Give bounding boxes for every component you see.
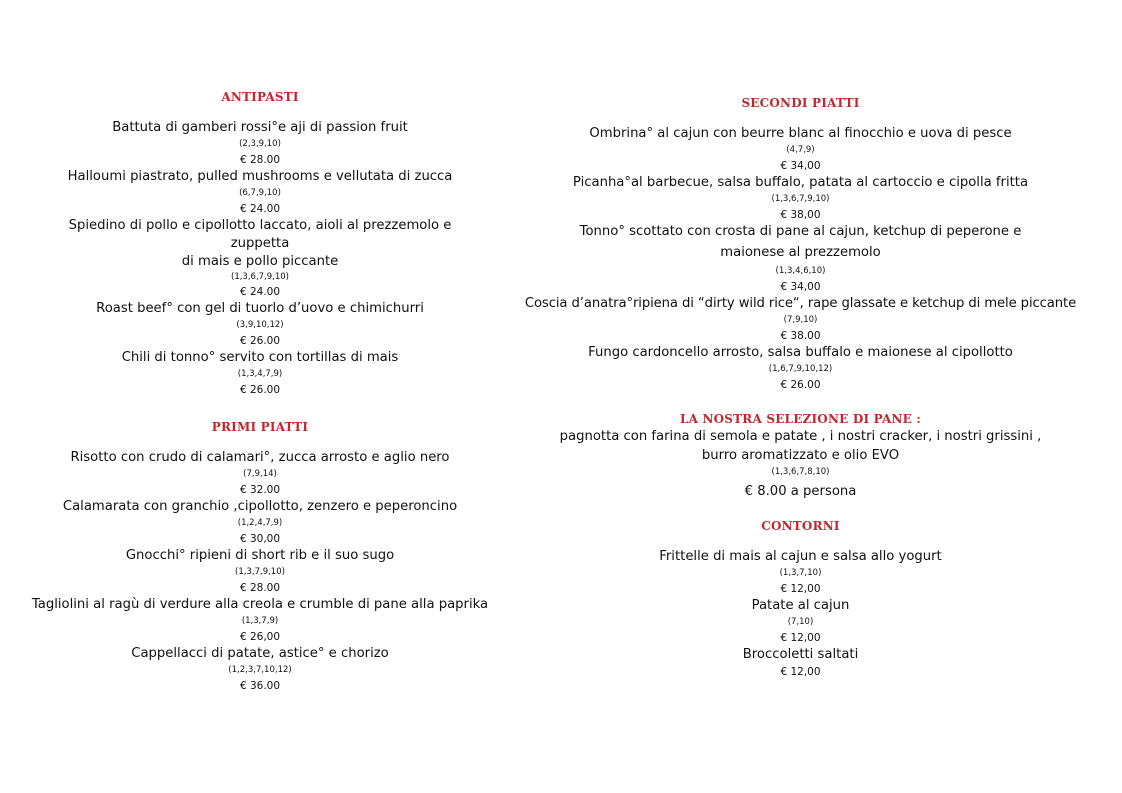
menu-item	[40, 300, 480, 349]
allergen-codes: (1,3,4,7,9)	[237, 369, 283, 379]
allergen-codes: (1,3,6,7,9,10)	[231, 272, 289, 282]
allergen-codes: (2,3,9,10)	[239, 139, 281, 149]
dish-name: Halloumi piastrato, pulled mushrooms e vellutata di zucca	[67, 169, 453, 184]
dish-name: Ombrina° al cajun con beurre blanc al finocchio e uova di pesce	[589, 126, 1012, 141]
dish-name: Chili di tonno° servito con tortillas di mais	[121, 350, 399, 365]
antipasti-list	[40, 119, 480, 398]
dish-name: Battuta di gamberi rossi°e aji di passion fruit	[112, 120, 408, 135]
dish-price: € 34,00	[780, 281, 821, 293]
menu-item	[578, 125, 1023, 174]
menu-item	[578, 344, 1023, 393]
menu-item	[40, 168, 480, 217]
menu-item	[40, 547, 480, 596]
contorni-list	[578, 548, 1023, 680]
dish-name: Patate al cajun	[751, 598, 850, 613]
dish-name: Tonno° scottato con crosta di pane al cajun, ketchup di peperone e	[579, 224, 1022, 239]
section-heading-contorni: CONTORNI	[761, 519, 840, 533]
dish-price: € 26.00	[239, 384, 281, 396]
menu-item	[524, 295, 1077, 344]
dish-name: Spiedino di pollo e cipollotto laccato, aioli al prezzemolo e zuppetta	[68, 218, 452, 251]
allergen-codes: (1,3,4,6,10)	[775, 266, 826, 276]
dish-price: € 12,00	[780, 632, 821, 644]
menu-item	[40, 498, 480, 547]
menu-item	[31, 596, 489, 645]
allergen-codes: (6,7,9,10)	[239, 188, 281, 198]
dish-price: € 26,00	[239, 631, 281, 643]
dish-name: Roast beef° con gel di tuorlo d’uovo e chimichurri	[96, 301, 424, 316]
dish-name: Fungo cardoncello arrosto, salsa buffalo e maionese al cipollotto	[588, 345, 1013, 360]
dish-name: Frittelle di mais al cajun e salsa allo yogurt	[659, 549, 942, 564]
dish-name-continued: di mais e pollo piccante	[181, 254, 339, 269]
dish-price: € 28.00	[239, 582, 281, 594]
dish-name: Calamarata con granchio ,cipollotto, zenzero e peperoncino	[62, 499, 458, 514]
dish-name: Risotto con crudo di calamari°, zucca arrosto e aglio nero	[70, 450, 450, 465]
dish-name: Tagliolini al ragù di verdure alla creola e crumble di pane alla paprika	[31, 597, 489, 612]
dish-price: € 12,00	[780, 583, 821, 595]
dish-price: € 26.00	[239, 335, 281, 347]
allergen-codes: (3,9,10,12)	[236, 320, 284, 330]
allergen-codes: (7,9,14)	[243, 469, 277, 479]
dish-name: Picanha°al barbecue, salsa buffalo, patata al cartoccio e cipolla fritta	[572, 175, 1029, 190]
menu-item	[572, 174, 1029, 223]
dish-price: € 24.00	[239, 203, 281, 215]
dish-price: € 32.00	[239, 484, 281, 496]
dish-name: Coscia d’anatra°ripiena di “dirty wild rice“, rape glassate e ketchup di mele piccante	[524, 296, 1077, 311]
allergen-codes: (1,3,6,7,8,10)	[771, 467, 830, 477]
allergen-codes: (4,7,9)	[786, 145, 815, 155]
allergen-codes: (1,3,6,7,9,10)	[771, 194, 830, 204]
allergen-codes: (1,3,7,9)	[241, 616, 279, 626]
primi-list	[31, 449, 489, 694]
dish-name: Gnocchi° ripieni di short rib e il suo sugo	[125, 548, 395, 563]
dish-price: € 28.00	[239, 154, 281, 166]
bread-description-continued: burro aromatizzato e olio EVO	[701, 448, 900, 463]
section-heading-antipasti: ANTIPASTI	[221, 90, 299, 104]
menu-item	[578, 223, 1023, 295]
menu-item	[578, 597, 1023, 646]
menu-item	[578, 548, 1023, 597]
allergen-codes: (1,3,7,9,10)	[235, 567, 285, 577]
allergen-codes: (7,10)	[787, 617, 814, 627]
allergen-codes: (1,2,3,7,10,12)	[228, 665, 292, 675]
secondi-list	[524, 125, 1077, 393]
menu-item	[40, 645, 480, 694]
allergen-codes: (7,9,10)	[783, 315, 818, 325]
bread-price: € 8.00 a persona	[744, 484, 857, 499]
menu-item	[40, 119, 480, 168]
dish-price: € 26.00	[780, 379, 821, 391]
dish-name: Cappellacci di patate, astice° e chorizo	[131, 646, 389, 661]
dish-price: € 38.00	[780, 330, 821, 342]
allergen-codes: (1,2,4,7,9)	[237, 518, 283, 528]
left-column	[31, 89, 489, 694]
allergen-codes: (1,6,7,9,10,12)	[768, 364, 833, 374]
allergen-codes: (1,3,7,10)	[779, 568, 822, 578]
dish-price: € 38,00	[780, 209, 821, 221]
bread-selection	[559, 427, 1042, 502]
dish-price: € 34,00	[780, 160, 821, 172]
section-heading-selezione-pane: LA NOSTRA SELEZIONE DI PANE :	[679, 412, 922, 426]
section-heading-primi-piatti: PRIMI PIATTI	[211, 420, 309, 434]
dish-price: € 30,00	[239, 533, 281, 545]
dish-price: € 12,00	[780, 666, 821, 678]
dish-name: Broccoletti saltati	[742, 647, 859, 662]
menu-item	[40, 349, 480, 398]
section-heading-secondi-piatti: SECONDI PIATTI	[741, 96, 860, 110]
bread-description: pagnotta con farina di semola e patate , i nostri cracker, i nostri grissini ,	[559, 429, 1042, 444]
dish-name-continued: maionese al prezzemolo	[720, 245, 881, 260]
menu-item	[40, 217, 480, 300]
dish-price: € 24.00	[239, 286, 281, 298]
dish-price: € 36.00	[239, 680, 281, 692]
menu-item	[578, 646, 1023, 680]
right-column	[524, 95, 1077, 680]
menu-item	[40, 449, 480, 498]
